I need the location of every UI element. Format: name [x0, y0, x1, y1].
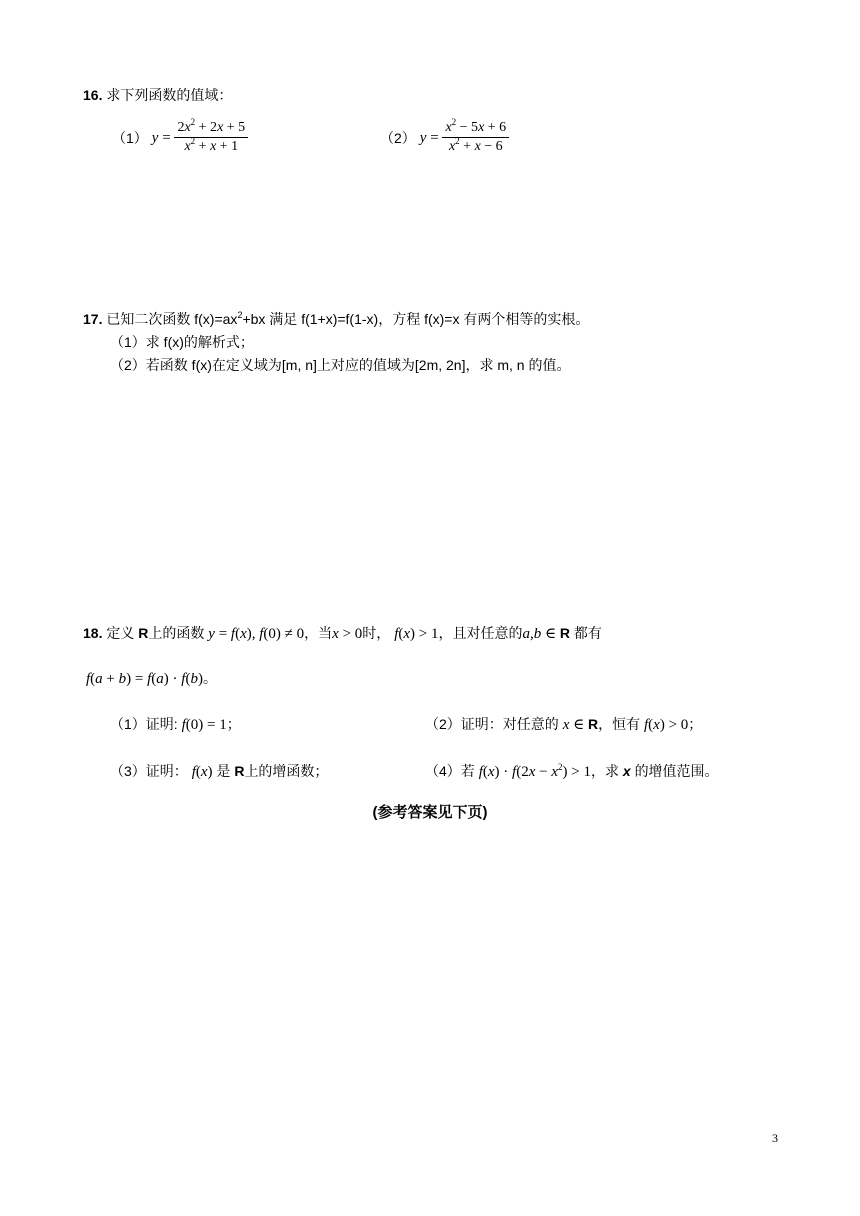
question-number: 17. — [83, 311, 103, 327]
real-set-symbol: R — [559, 625, 570, 641]
question-number: 18. — [83, 625, 103, 641]
page-number: 3 — [772, 1131, 778, 1145]
question-17-part-2: （2）若函数 f(x)在定义域为[m, n]上对应的值域为[2m, 2n]，求 m, n 的值。 — [110, 357, 571, 373]
real-set-symbol: R — [587, 716, 599, 732]
formula: x ∈ — [562, 717, 585, 733]
fraction-part-2 — [442, 119, 509, 156]
question-17-stem — [83, 310, 589, 328]
part-text: ； — [688, 716, 703, 732]
formula: y = f(x), f(0) ≠ 0 — [208, 626, 305, 642]
variable-x: x — [622, 763, 631, 779]
part-text: （1）证明: — [110, 716, 178, 732]
answer-note: (参考答案见下页) — [372, 804, 488, 821]
part-text: （2）证明：对任意的 — [425, 716, 559, 732]
part-text: （3）证明： — [110, 763, 188, 779]
stem-text: 时， — [362, 625, 391, 641]
formula: f(x) > 1 — [394, 626, 439, 642]
question-text-b: +bx 满足 f(1+x)=f(1-x)，方程 f(x)=x 有两个相等的实根。 — [242, 311, 590, 327]
real-set-symbol: R — [138, 625, 149, 641]
stem-text: ，当 — [304, 625, 333, 641]
part-label: （1） — [112, 129, 148, 146]
stem-text: 上的函数 — [148, 625, 205, 641]
formula: f(a + b) = f(a) · f(b) — [86, 671, 203, 687]
formula: $f(x) \cdot f(2x - x^2) > 1$ — [478, 762, 591, 780]
numerator: $2x^2 + 2x + 5$ — [177, 117, 246, 135]
question-text: 求下列函数的值域： — [106, 87, 233, 103]
stem-text: 定义 — [106, 625, 135, 641]
stem-text: 都有 — [573, 625, 602, 641]
denominator: $x^2 + x - 6$ — [448, 136, 503, 154]
real-set-symbol: R — [234, 763, 245, 779]
part-label: （2） — [380, 129, 416, 146]
formula-y: y = — [419, 129, 439, 146]
stem-text: ，且对任意的 — [438, 625, 523, 641]
part-text: 上的增函数； — [244, 763, 329, 779]
question-18-stem — [83, 624, 602, 643]
part-text: 的增值范围。 — [634, 763, 719, 779]
formula: a,b ∈ — [522, 626, 557, 642]
part-text: （4）若 — [425, 763, 475, 779]
part-text: ，求 — [590, 763, 619, 779]
question-17-part-1: （1）求 f(x)的解析式； — [110, 334, 254, 350]
part-text: ； — [226, 716, 241, 732]
part-text: 是 — [216, 763, 231, 779]
formula: x > 0 — [332, 626, 363, 642]
formula: f(x) — [191, 764, 213, 780]
question-18-identity — [86, 669, 217, 688]
question-16-part-2 — [380, 119, 509, 156]
question-16-stem — [83, 86, 232, 104]
question-16-part-1 — [112, 119, 248, 156]
fraction-part-1 — [174, 119, 248, 156]
denominator: $x^2 + x + 1$ — [184, 136, 239, 154]
question-18-part-4 — [425, 762, 719, 781]
superscript: 2 — [237, 310, 243, 320]
question-number: 16. — [83, 87, 103, 103]
question-18-part-3 — [110, 762, 328, 781]
formula: f(x) > 0 — [643, 717, 689, 733]
question-18-part-1 — [110, 715, 241, 734]
question-18-part-2 — [425, 715, 702, 734]
formula-y: y = — [151, 129, 171, 146]
question-text-a: 已知二次函数 f(x)=ax — [106, 311, 238, 327]
formula: f(0) = 1 — [181, 717, 227, 733]
numerator: $x^2 - 5x + 6$ — [445, 117, 507, 135]
part-text: ，恒有 — [598, 716, 641, 732]
stem-text: 。 — [202, 670, 217, 686]
